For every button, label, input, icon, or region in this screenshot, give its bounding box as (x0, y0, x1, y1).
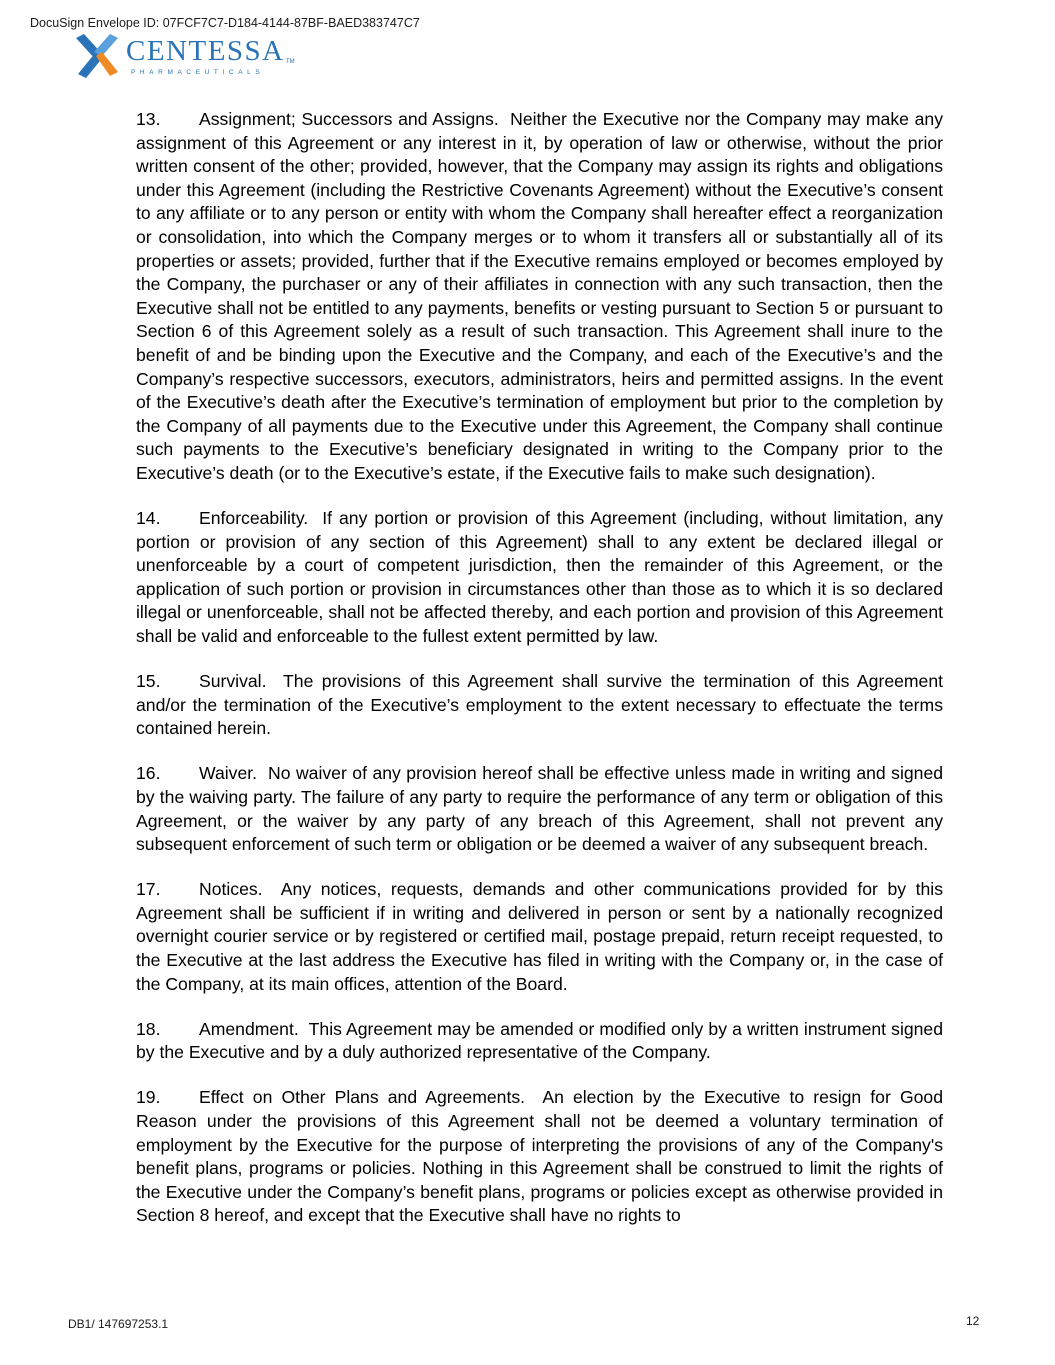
section-text: Neither the Executive nor the Company may make any assignment of this Agreement or any interest in it, by operation of law or otherwise, without the prior written consent of the other; provided, however, that the Company may assign its rights and obligations under this Agreement (including the Restrictive Covenants Agreement) without the Executive’s consent to any affiliate or to any person or entity with whom the Company shall hereafter effect a reorganization or consolidation, into which the Company merges or to whom it transfers all or substantially all of its properties or assets; provided, further that if the Executive remains employed or becomes employed by the Company, the purchaser or any of their affiliates in connection with any such transaction, then the Executive shall not be entitled to any payments, benefits or vesting pursuant to Section 5 or pursuant to Section 6 of this Agreement solely as a result of such transaction. This Agreement shall inure to the benefit of and be binding upon the Executive and the Company, and each of the Executive’s and the Company’s respective successors, executors, administrators, heirs and permitted assigns. In the event of the Executive’s death after the Executive’s termination of employment but prior to the completion by the Company of all payments due to the Executive under this Agreement, the Company shall continue such payments to the Executive’s beneficiary designated in writing to the Company prior to the Executive’s death (or to the Executive’s estate, if the Executive fails to make such designation). (136, 109, 943, 483)
section-title: Notices. (199, 879, 263, 900)
section-text: Any notices, requests, demands and other communications provided for by this Agreement shall be sufficient if in writing and delivered in person or sent by a nationally recognized overnight courier service or by registered or certified mail, postage prepaid, return receipt requested, to the Executive at the last address the Executive has filed in writing with the Company or, in the case of the Company, at its main offices, attention of the Board. (136, 879, 943, 994)
section-title: Amendment. (199, 1018, 299, 1039)
section-title: Assignment; Successors and Assigns. (199, 109, 499, 129)
logo-trademark: TM (286, 59, 295, 65)
section-16 (136, 762, 943, 856)
company-logo (74, 34, 314, 80)
agreement-body (136, 108, 943, 1249)
section-text: No waiver of any provision hereof shall be effective unless made in writing and signed by the waiving party. The failure of any party to require the performance of any term or obligation of this Agreement, or the waiver by any party of any breach of this Agreement, shall not prevent any subsequent enforcement of such term or obligation or be deemed a waiver of any subsequent breach. (136, 763, 944, 855)
section-14 (136, 507, 943, 649)
centessa-x-logo-icon (74, 34, 120, 78)
section-title: Survival. (199, 671, 267, 692)
section-number: 16. (136, 763, 161, 784)
section-number: 15. (136, 671, 161, 692)
section-number: 18. (136, 1018, 161, 1039)
logo-subtitle: PHARMACEUTICALS (131, 69, 265, 76)
section-title: Enforceability. (199, 508, 309, 528)
section-15 (136, 670, 943, 741)
logo-wordmark: CENTESSA (126, 35, 285, 67)
docusign-envelope-id: DocuSign Envelope ID: 07FCF7C7-D184-4144-87BF-BAED383747C7 (30, 16, 420, 30)
section-number: 19. (136, 1087, 161, 1108)
section-17 (136, 878, 943, 996)
section-number: 13. (136, 109, 161, 129)
section-text: This Agreement may be amended or modified only by a written instrument signed by the Executive and by a duly authorized representative of the Company. (136, 1018, 943, 1063)
section-text: The provisions of this Agreement shall survive the termination of this Agreement and/or the termination of the Executive’s employment to the extent necessary to effectuate the terms contained herein. (136, 671, 943, 739)
section-text: If any portion or provision of this Agreement (including, without limitation, any portion or provision of any section of this Agreement) shall to any extent be declared illegal or unenforceable by a court of competent jurisdiction, then the remainder of this Agreement, or the application of such portion or provision in circumstances other than those as to which it is so declared illegal or unenforceable, shall not be affected thereby, and each portion and provision of this Agreement shall be valid and enforceable to the fullest extent permitted by law. (136, 508, 943, 646)
section-13 (136, 108, 943, 486)
page-number: 12 (966, 1314, 980, 1328)
section-text: An election by the Executive to resign for Good Reason under the provisions of this Agreement shall not be deemed a voluntary termination of employment by the Executive for the purpose of interpreting the provisions of any of the Company's benefit plans, programs or policies. Nothing in this Agreement shall be construed to limit the rights of the Executive under the Company’s benefit plans, programs or policies except as otherwise provided in Section 8 hereof, and except that the Executive shall have no rights to (136, 1087, 943, 1226)
section-title: Waiver. (199, 763, 258, 784)
section-title: Effect on Other Plans and Agreements. (199, 1087, 526, 1108)
section-number: 17. (136, 879, 161, 900)
section-18 (136, 1018, 943, 1065)
section-number: 14. (136, 508, 161, 528)
document-id-footer: DB1/ 147697253.1 (68, 1317, 169, 1331)
section-19 (136, 1086, 943, 1228)
